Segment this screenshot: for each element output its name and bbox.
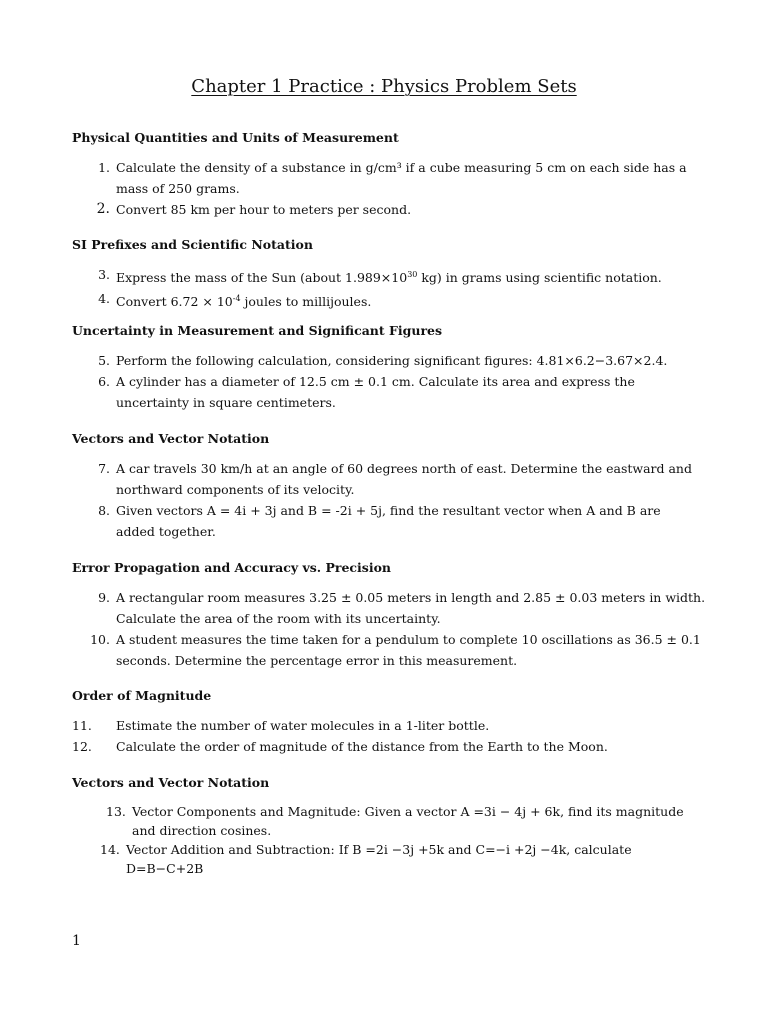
problem-number: 5. bbox=[98, 353, 110, 368]
problem-text: Vector Components and Magnitude: Given a vector A =3i − 4j + 6k, find its magnitude and direction cosines. bbox=[132, 804, 684, 838]
section-heading: Vectors and Vector Notation bbox=[72, 775, 270, 790]
problem-number: 4. bbox=[98, 291, 110, 307]
page-number: 1 bbox=[72, 933, 81, 949]
problem-text: Perform the following calculation, considering significant figures: 4.81×6.2−3.67×2.4. bbox=[116, 353, 668, 368]
problem-1 bbox=[72, 157, 712, 199]
section-heading: Vectors and Vector Notation bbox=[72, 431, 270, 446]
section-uncertainty bbox=[72, 322, 712, 413]
problem-5 bbox=[72, 350, 712, 371]
section-error-propagation bbox=[72, 559, 712, 671]
section-vectors bbox=[72, 430, 712, 542]
problem-10 bbox=[72, 629, 712, 671]
section-heading: Uncertainty in Measurement and Significant Figures bbox=[72, 323, 443, 338]
section-order-of-magnitude bbox=[72, 687, 712, 757]
problem-text: Vector Addition and Subtraction: If B =2i −3j +5k and C=−i +2j −4k, calculate D=B−C+2B bbox=[126, 842, 632, 876]
section-si-prefixes bbox=[72, 236, 712, 312]
problem-text: A student measures the time taken for a pendulum to complete 10 oscillations as 36.5 ± 0.1 seconds. Determine the percentage error in this measurement. bbox=[116, 632, 701, 668]
problem-8 bbox=[72, 500, 712, 542]
section-heading: Error Propagation and Accuracy vs. Precision bbox=[72, 560, 391, 575]
problem-text: Given vectors A = 4i + 3j and B = -2i + 5j, find the resultant vector when A and B are added together. bbox=[116, 503, 661, 539]
problem-number: 10. bbox=[90, 632, 110, 647]
problem-11 bbox=[72, 715, 712, 736]
problem-number: 11. bbox=[72, 718, 92, 733]
problem-number: 7. bbox=[98, 461, 110, 476]
page-title: Chapter 1 Practice : Physics Problem Sets bbox=[191, 76, 577, 97]
section-heading: Physical Quantities and Units of Measurement bbox=[72, 130, 399, 145]
problem-text: Express the mass of the Sun (about $1.989\times 10^{30}$ kg) in grams using scientific notation. bbox=[116, 270, 662, 286]
problem-13 bbox=[72, 802, 712, 840]
problem-number: 9. bbox=[98, 590, 110, 605]
problem-9 bbox=[72, 587, 712, 629]
problem-number: 14. bbox=[100, 842, 120, 857]
problem-6 bbox=[72, 371, 712, 413]
problem-number: 1. bbox=[98, 160, 110, 175]
problem-number: 12. bbox=[72, 739, 92, 754]
problem-2 bbox=[72, 199, 712, 220]
problem-14 bbox=[72, 840, 712, 878]
problem-text: Convert 85 km per hour to meters per second. bbox=[116, 202, 412, 217]
problem-12 bbox=[72, 736, 712, 757]
problem-number: 2. bbox=[96, 201, 110, 217]
problem-3 bbox=[72, 264, 712, 288]
section-heading: Order of Magnitude bbox=[72, 688, 212, 703]
problem-text: Convert $6.72 \times 10^{-4}$ joules to millijoules. bbox=[116, 294, 372, 310]
problem-text: Calculate the density of a substance in g/cm³ if a cube measuring 5 cm on each side has a mass of 250 grams. bbox=[116, 160, 687, 196]
section-physical-quantities bbox=[72, 129, 712, 220]
problem-text: A cylinder has a diameter of 12.5 cm ± 0.1 cm. Calculate its area and express the uncertainty in square centimeters. bbox=[116, 374, 635, 410]
problem-text: Estimate the number of water molecules in a 1-liter bottle. bbox=[116, 718, 490, 733]
problem-7 bbox=[72, 458, 712, 500]
problem-4 bbox=[72, 288, 712, 312]
section-vectors-2 bbox=[72, 774, 712, 878]
problem-number: 8. bbox=[98, 503, 110, 518]
problem-number: 13. bbox=[106, 804, 126, 819]
section-heading: SI Prefixes and Scientific Notation bbox=[72, 237, 313, 252]
problem-number: 6. bbox=[98, 374, 110, 389]
problem-text: A rectangular room measures 3.25 ± 0.05 meters in length and 2.85 ± 0.03 meters in width. Calculate the area of the room with its uncertainty. bbox=[116, 590, 706, 626]
problem-number: 3. bbox=[98, 267, 110, 282]
problem-text: A car travels 30 km/h at an angle of 60 degrees north of east. Determine the eastward and northward components of its velocity. bbox=[116, 461, 692, 497]
problem-text: Calculate the order of magnitude of the distance from the Earth to the Moon. bbox=[116, 739, 608, 754]
